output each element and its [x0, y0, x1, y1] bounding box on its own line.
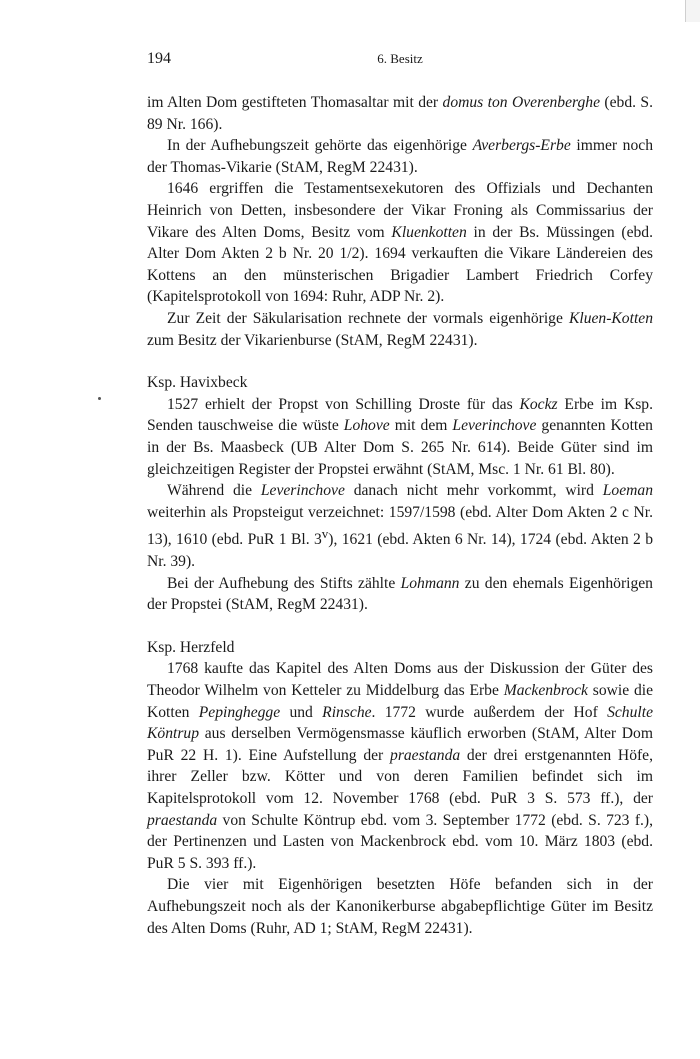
text-run: genannten Kotten in der Bs. Maasbeck (UB Alter Dom S. 265 Nr. 614). Beide Güter sind im gleichzeitigen Register der Propstei erwähnt (StAM, Msc. 1 Nr. 61 Bl. 80). — [147, 417, 653, 478]
paragraph-5 — [147, 394, 653, 480]
italic-term: Kluen-Kotten — [568, 309, 653, 327]
text-run: zum Besitz der Vikarienburse (StAM, RegM 22431). — [147, 331, 478, 349]
text-run: Erbe im Ksp. Senden tauschweise die wüste — [147, 395, 653, 435]
page-body — [147, 92, 653, 939]
italic-term: Loeman — [602, 482, 653, 500]
text-run: aus derselben Vermögensmasse käuflich erworben (StAM, Alter Dom PuR 22 H. 1). Eine Aufstellung der — [147, 725, 653, 764]
text-run: von Schulte Köntrup ebd. vom 3. September 1772 (ebd. S. 723 f.), der Pertinenzen und Lasten von Mackenbrock ebd. vom 10. März 1803 (ebd. PuR 5 S. 393 ff.). — [147, 811, 653, 872]
paragraph-8 — [147, 658, 653, 874]
paragraph-2 — [147, 135, 653, 178]
text-run: danach nicht mehr vorkommt, wird — [344, 482, 603, 500]
text-run: 1527 erhielt der Propst von Schilling Droste für das — [167, 395, 520, 413]
text-run: immer noch der Thomas-Vikarie (StAM, RegM 22431). — [147, 137, 653, 176]
italic-term: Lohove — [343, 417, 390, 435]
italic-term: Pepinghegge — [198, 703, 281, 721]
italic-term: Lohmann — [400, 574, 460, 592]
page-number: 194 — [147, 50, 171, 67]
italic-term: Mackenbrock — [503, 682, 588, 700]
section-heading-herzfeld: Ksp. Herzfeld — [147, 638, 235, 656]
paragraph-4 — [147, 308, 653, 351]
scan-speck — [98, 397, 101, 400]
text-run: weiterhin als Propsteigut verzeichnet: 1597/1598 (ebd. Alter Dom Akten 2 c Nr. 13), 1610 (ebd. PuR 1 Bl. 3 — [147, 503, 653, 549]
page-header — [147, 50, 653, 72]
italic-term: praestanda — [147, 811, 218, 829]
italic-term: Leverinchove — [260, 482, 345, 500]
italic-term: Kluenkotten — [391, 223, 467, 241]
text-run: sowie die Kotten — [147, 682, 653, 721]
italic-term: domus ton Overenberghe — [442, 94, 601, 111]
paragraph-3 — [147, 178, 653, 308]
italic-term: Kockz — [519, 395, 558, 413]
text-run: mit dem — [389, 417, 453, 435]
text-run: 1768 kaufte das Kapitel des Alten Doms aus der Diskussion der Güter des Theodor Wilhelm von Ketteler zu Middelburg das Erbe — [147, 660, 653, 700]
text-run: In der Aufhebungszeit gehörte das eigenhörige — [167, 137, 473, 155]
text-run: in der Bs. Müssingen (ebd. Alter Dom Akten 2 b Nr. 20 1/2). 1694 verkauften die Vikare Ländereien des Kottens an den münsterischen Brigadier Lambert Friedrich Corfey (Kapitelsprotokoll von 1694: Ruhr, ADP Nr. 2). — [147, 223, 653, 306]
text-run: . 1772 wurde außerdem der Hof — [371, 703, 608, 721]
text-run: 1646 ergriffen die Testamentsexekutoren des Offizials und Dechanten Heinrich von Detten, insbesondere der Vikar Froning als Commissarius der Vikare des Alten Doms, Besitz vom — [147, 180, 653, 241]
running-title: 6. Besitz — [377, 51, 423, 66]
page-edge-mark — [685, 0, 700, 22]
text-run: Bei der Aufhebung des Stifts zählte — [167, 574, 401, 592]
text-run: (ebd. S. 89 Nr. 166). — [147, 94, 653, 133]
text-run: und — [280, 703, 323, 721]
paragraph-1 — [147, 92, 653, 135]
italic-term: praestanda — [390, 746, 461, 764]
text-run: zu den ehemals Eigenhörigen der Propstei (StAM, RegM 22431). — [147, 574, 653, 614]
italic-term: Leverinchove — [452, 417, 537, 435]
italic-term: Averbergs-Erbe — [472, 137, 571, 155]
text-run: Zur Zeit der Säkularisation rechnete der vormals eigenhörige — [167, 309, 569, 327]
italic-term: Schulte Köntrup — [147, 703, 653, 743]
superscript: v — [321, 526, 329, 542]
paragraph-9 — [147, 874, 653, 939]
text-run: der drei erstgenannten Höfe, ihrer Zeller bzw. Kötter und von deren Familien befindet sich im Kapitelsprotokoll vom 12. November 1768 (ebd. PuR 3 S. 573 ff.), der — [147, 746, 653, 807]
section-heading-havixbeck: Ksp. Havixbeck — [147, 374, 248, 392]
text-run: im Alten Dom gestifteten Thomasaltar mit der — [147, 94, 443, 111]
text-run: ), 1621 (ebd. Akten 6 Nr. 14), 1724 (ebd. Akten 2 b Nr. 39). — [147, 531, 653, 571]
text-run: Während die — [167, 482, 261, 500]
italic-term: Rinsche — [322, 703, 372, 721]
paragraph-7 — [147, 573, 653, 616]
paragraph-6 — [147, 480, 653, 573]
text-run: Die vier mit Eigenhörigen besetzten Höfe befanden sich in der Aufhebungszeit noch als der Kanonikerburse abgabepflichtige Güter im Besitz des Alten Doms (Ruhr, AD 1; StAM, RegM 22431). — [147, 876, 653, 937]
